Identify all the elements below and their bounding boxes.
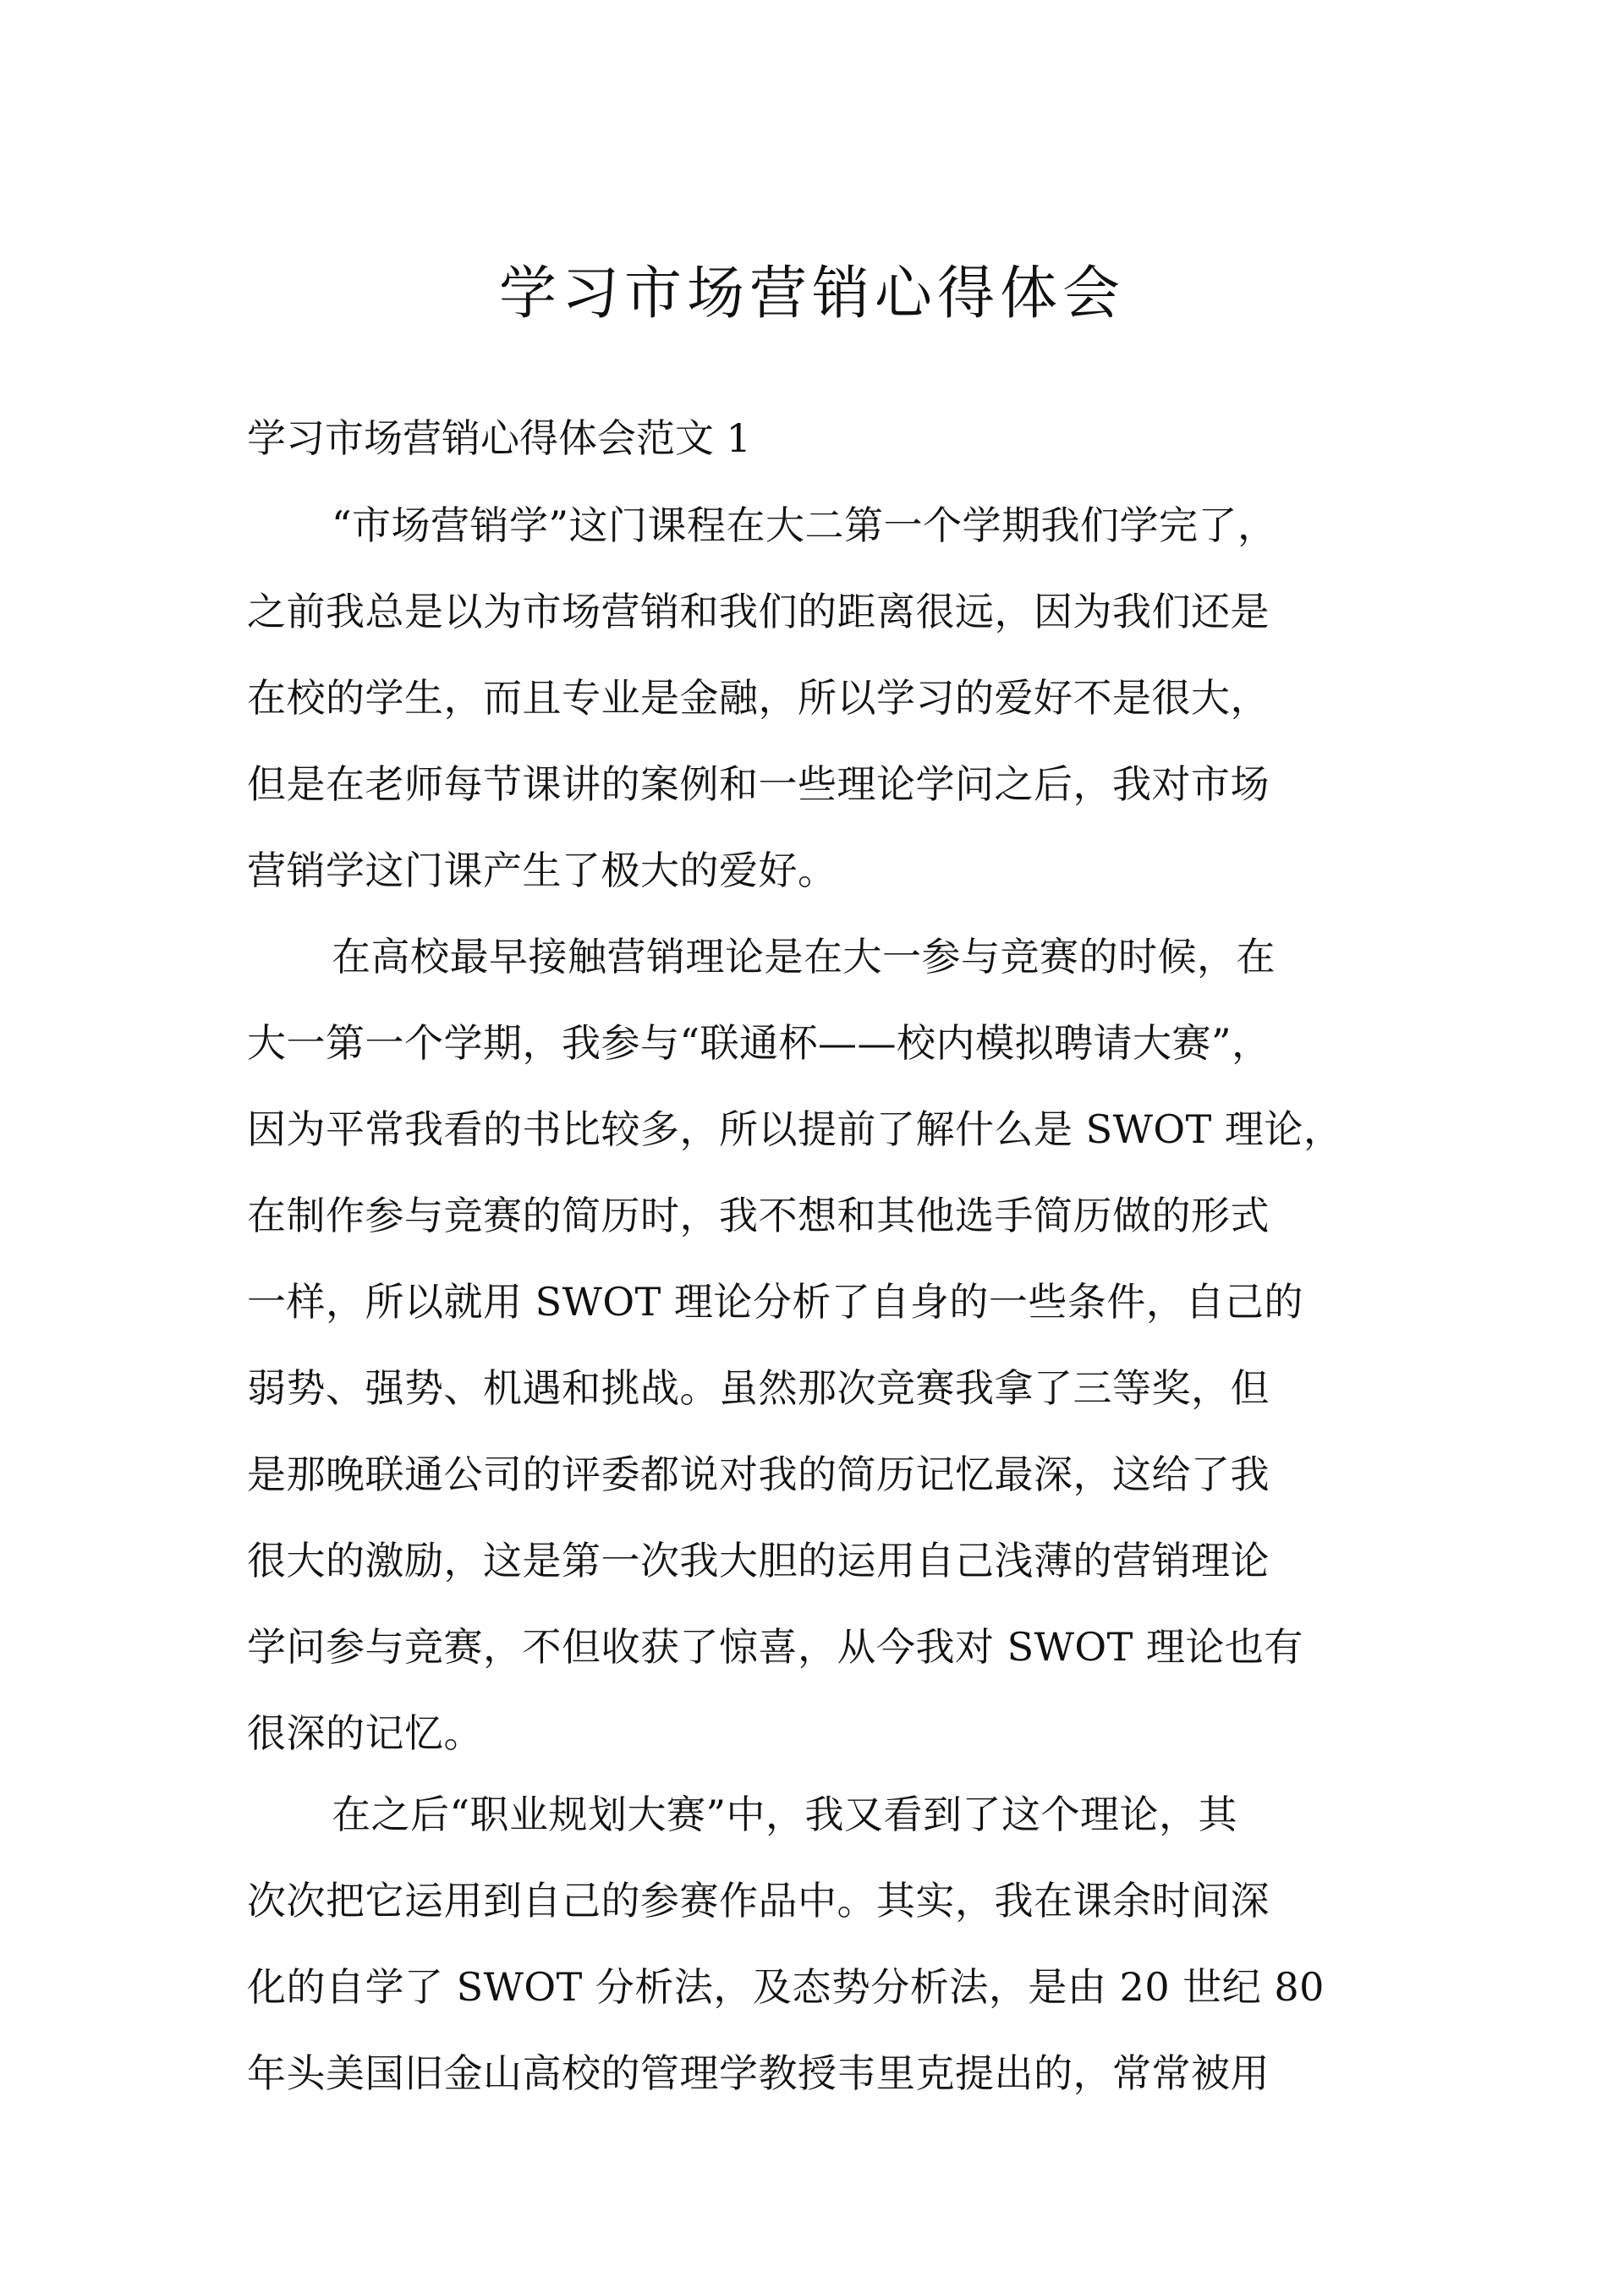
paragraph-3 bbox=[247, 1771, 1380, 2116]
paragraph-line: 年头美国旧金山高校的管理学教授韦里克提出的，常常被用 bbox=[247, 2050, 1270, 2096]
paragraph-line: 化的自学了 SWOT 分析法，及态势分析法，是由 20 世纪 80 bbox=[247, 1964, 1325, 2010]
document-subtitle: 学习市场营销心得体会范文 1 bbox=[247, 415, 751, 461]
paragraph-line: 一样，所以就用 SWOT 理论分析了自身的一些条件，自己的 bbox=[247, 1279, 1303, 1325]
paragraph-line: 营销学这门课产生了极大的爱好。 bbox=[247, 848, 837, 893]
paragraph-2 bbox=[247, 914, 1380, 1776]
paragraph-line: 学问参与竞赛，不但收获了惊喜，从今我对 SWOT 理论也有 bbox=[247, 1624, 1303, 1670]
document-title: 学习市场营销心得体会 bbox=[498, 261, 1125, 327]
paragraph-line: 很深的记忆。 bbox=[247, 1710, 483, 1756]
paragraph-line: 很大的激励，这是第一次我大胆的运用自己浅薄的营销理论 bbox=[247, 1538, 1270, 1583]
paragraph-line: 次次把它运用到自己的参赛作品中。其实，我在课余时间深 bbox=[247, 1878, 1270, 1924]
paragraph-line: 因为平常我看的书比较多，所以提前了解什么是 SWOT 理论， bbox=[247, 1106, 1343, 1152]
paragraph-line: 弱势、强势、机遇和挑战。虽然那次竞赛我拿了三等奖，但 bbox=[247, 1365, 1270, 1411]
paragraph-line: 是那晚联通公司的评委都说对我的简历记忆最深，这给了我 bbox=[247, 1452, 1270, 1497]
paragraph-line: 之前我总是以为市场营销和我们的距离很远，因为我们还是 bbox=[247, 589, 1270, 634]
paragraph-line: 在校的学生，而且专业是金融，所以学习的爱好不是很大， bbox=[247, 675, 1270, 721]
paragraph-line: 在之后“职业规划大赛”中，我又看到了这个理论，其 bbox=[332, 1792, 1238, 1837]
paragraph-1 bbox=[247, 482, 1380, 914]
paragraph-line: 但是在老师每节课讲的案例和一些理论学问之后，我对市场 bbox=[247, 761, 1270, 807]
paragraph-line: “市场营销学”这门课程在大二第一个学期我们学完了， bbox=[332, 502, 1277, 548]
paragraph-line: 大一第一个学期，我参与“联通杯——校内模拟聘请大赛”， bbox=[247, 1020, 1271, 1066]
paragraph-line: 在高校最早接触营销理论是在大一参与竞赛的时候，在 bbox=[332, 934, 1276, 980]
paragraph-line: 在制作参与竞赛的简历时，我不想和其他选手简历做的形式 bbox=[247, 1193, 1270, 1238]
